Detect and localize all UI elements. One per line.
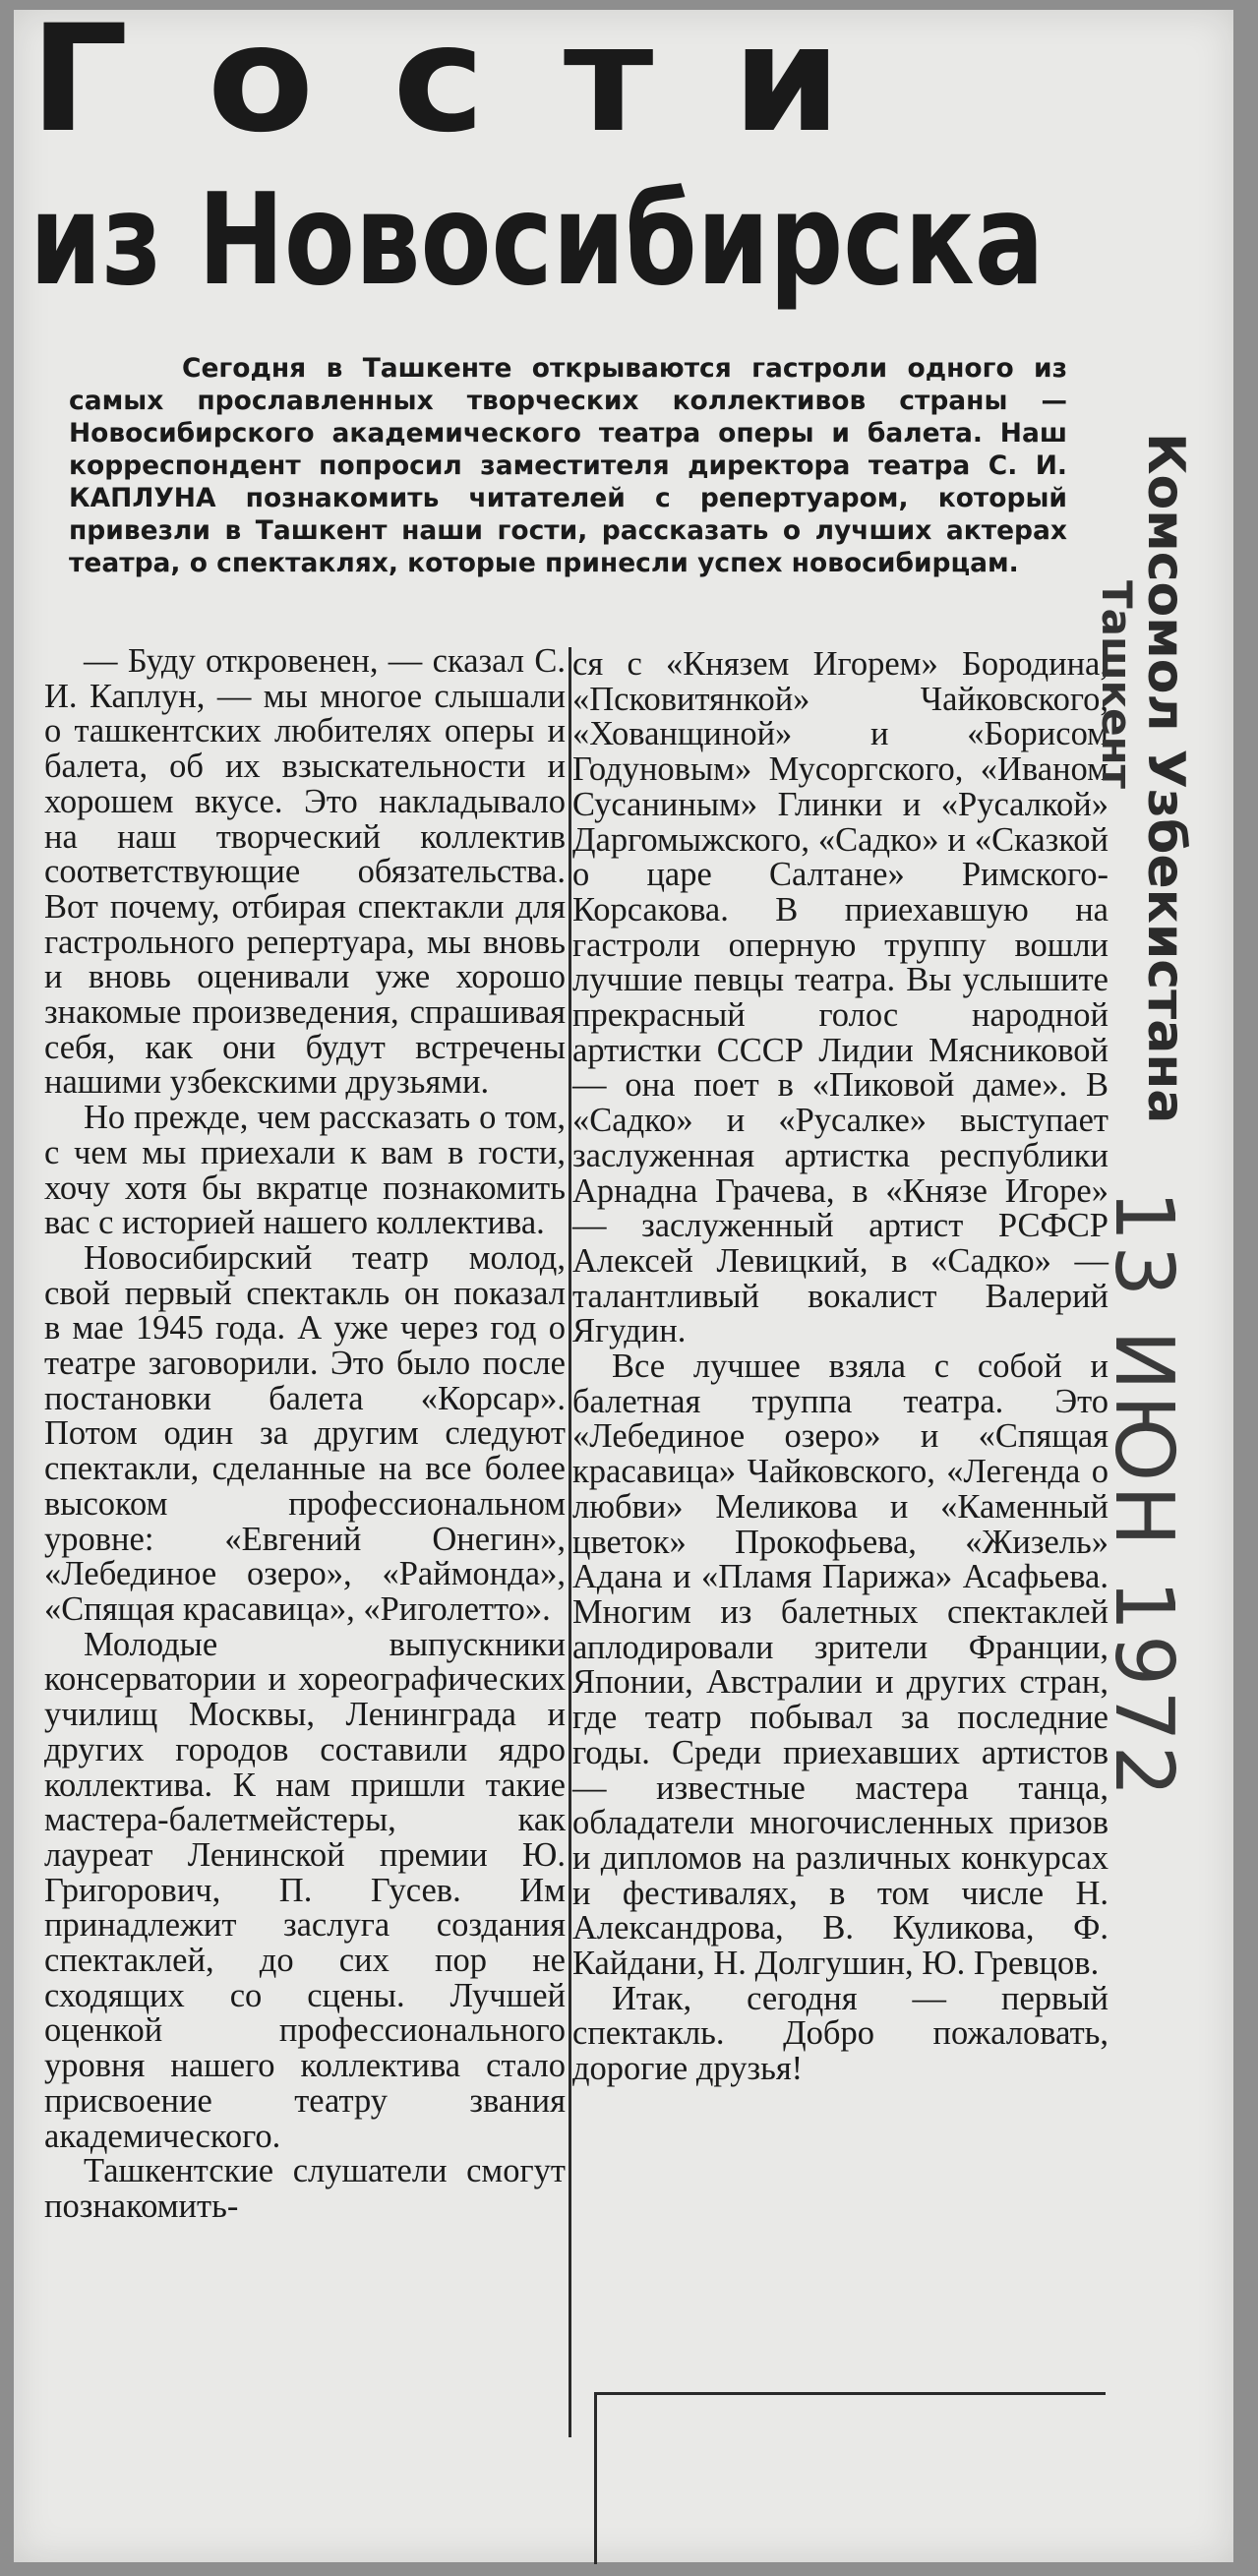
lead-paragraph: Сегодня в Ташкенте открываются гастроли одного из самых прославленных творческих коллективов страны — Новосибирского академического театра оперы и балета. Наш корреспондент попросил заместителя директора театра С. И. КАПЛУНА познакомить читателей с репертуаром, который привезли в Ташкент наши гости, рассказать о лучших актерах театра, о спектаклях, которые принесли успех новосибирцам. (69, 353, 1067, 578)
headline-line-2: из Новосибирска (30, 167, 1045, 314)
date-stamp: 13 ИЮН 1972 (1097, 1190, 1190, 1801)
paragraph: ся с «Князем Игорем» Бородина, «Псковитянкой» Чайковского, «Хованщиной» и «Борисом Годуновым» Мусоргского, «Иваном Сусаниным» Глинки и «Русалкой» Даргомыжского, «Садко» и «Сказкой о царе Салтане» Римского-Корсакова. В приехавшую на гастроли оперную труппу вошли лучшие певцы театра. Вы услышите прекрасный голос народной артистки СССР Лидии Мясниковой — она поет в «Пиковой даме». В «Садко» и «Русалке» выступает заслуженная артистка республики Арнадна Грачева, в «Князе Игоре» — заслуженный артист РСФСР Алексей Левицкий, в «Садко» — талантливый вокалист Валерий Ягудин. (572, 645, 1108, 1350)
paragraph: — Буду откровенен, — сказал С. И. Каплун, — мы многое слышали о ташкентских любителях оперы и балета, об их взыскательности и хорошем вкусе. Это накладывало на наш творческий коллектив соответствующие обязательства. Вот почему, отбирая спектакли для гастрольного репертуара, мы вновь и вновь оценивали уже хорошо знакомые произведения, спрашивая себя, как они будут встречены нашими узбекскими друзьями. (44, 642, 566, 1102)
paragraph: Новосибирский театр молод, свой первый спектакль он показал в мае 1945 года. А уже через год о театре заговорили. Это было после постановки балета «Корсар». Потом один за другим следуют спектакли, сделанные на все более высоком профессиональном уровне: «Евгений Онегин», «Лебединое озеро», «Раймонда», «Спящая красавица», «Риголетто». (44, 1238, 566, 1628)
article-column-right (572, 647, 1108, 2087)
paragraph: Итак, сегодня — первый спектакль. Добро пожаловать, дорогие друзья! (572, 1979, 1108, 2088)
newspaper-name-stamp: Комсомол Узбекистана (1136, 433, 1195, 1124)
paragraph: Но прежде, чем рассказать о том, с чем мы приехали к вам в гости, хочу хотя бы вкратце познакомить вас с историей нашего коллектива. (44, 1099, 566, 1242)
paragraph: Ташкентские слушатели смогут познакомить- (44, 2152, 566, 2225)
paragraph: Молодые выпускники консерватории и хореографических училищ Москвы, Ленинграда и других городов составили ядро коллектива. К нам пришли такие мастера-балетмейстеры, как лауреат Ленинской премии Ю. Григорович, П. Гусев. Им принадлежит заслуга создания спектаклей, до сих пор не сходящих со сцены. Лучшей оценкой профессионального уровня нашего коллектива стало присвоение театру звания академического. (44, 1625, 566, 2155)
article-column-left (44, 644, 566, 2225)
paragraph: Все лучшее взяла с собой и балетная труппа театра. Это «Лебединое озеро» и «Спящая красавица» Чайковского, «Легенда о любви» Меликова и «Каменный цветок» Прокофьева, «Жизель» Адана и «Пламя Парижа» Асафьева. Многим из балетных спектаклей аплодировали зрители Франции, Японии, Австралии и других стран, где театр побывал за последние годы. Среди приехавших артистов — известные мастера танца, обладатели многочисленных призов и дипломов на различных конкурсах и фестивалях, в том числе Н. Александрова, В. Куликова, Ф. Кайдани, Н. Долгушин, Ю. Гревцов. (572, 1348, 1108, 1983)
column-divider (569, 647, 571, 2437)
bottom-rule-vertical (594, 2392, 597, 2564)
bottom-rule (594, 2392, 1106, 2395)
city-stamp: Ташкент (1093, 580, 1141, 789)
headline-line-1: Гости (30, 0, 921, 166)
